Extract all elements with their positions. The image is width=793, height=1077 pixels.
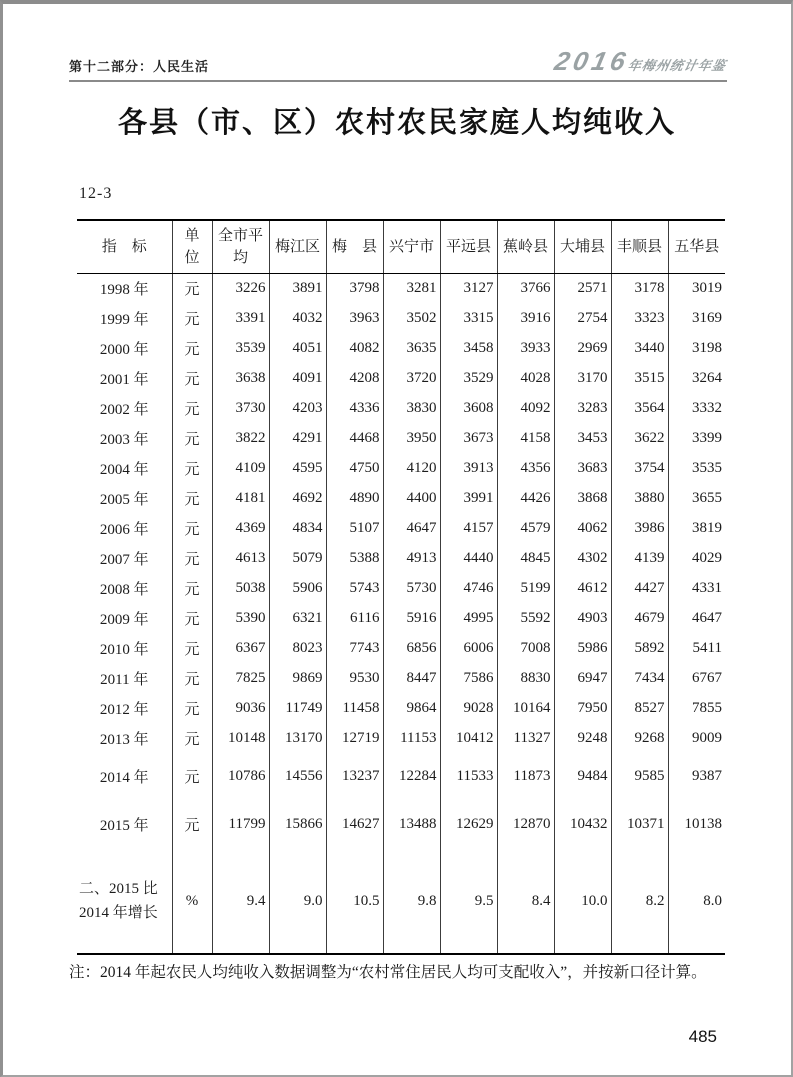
value-cell: 9530: [326, 664, 383, 694]
row-label: 2014 年: [99, 770, 149, 786]
value-cell: 3830: [383, 394, 440, 424]
income-table: [77, 219, 725, 955]
value-cell: 4400: [383, 484, 440, 514]
yearbook-brand-suffix: 年梅州统计年鉴: [626, 58, 728, 73]
table-row: [77, 364, 725, 394]
value-cell: 3986: [611, 514, 668, 544]
value-cell: 3226: [212, 274, 269, 304]
value-cell: 2754: [554, 304, 611, 334]
value-cell: 4302: [554, 544, 611, 574]
value-cell: 9268: [611, 724, 668, 754]
value-cell: 6006: [440, 634, 497, 664]
value-cell: 2969: [554, 334, 611, 364]
value-cell: 4612: [554, 574, 611, 604]
value-cell: 3440: [611, 334, 668, 364]
value-cell: 3991: [440, 484, 497, 514]
value-cell: 11799: [212, 800, 269, 850]
table-row: [77, 514, 725, 544]
value-cell: 9.8: [383, 850, 440, 954]
table-row: [77, 754, 725, 800]
value-cell: 9248: [554, 724, 611, 754]
unit-cell: 元: [172, 274, 212, 304]
value-cell: 4647: [383, 514, 440, 544]
value-cell: 10164: [497, 694, 554, 724]
value-cell: 4692: [269, 484, 326, 514]
value-cell: 4890: [326, 484, 383, 514]
row-label: 1999 年: [99, 312, 149, 328]
value-cell: 9869: [269, 664, 326, 694]
value-cell: 2571: [554, 274, 611, 304]
row-label: 2011 年: [100, 672, 149, 688]
column-header: 梅江区: [269, 220, 326, 274]
value-cell: 9484: [554, 754, 611, 800]
value-cell: 9864: [383, 694, 440, 724]
table-row: [77, 604, 725, 634]
value-cell: 4995: [440, 604, 497, 634]
column-header: 全市平均: [212, 220, 269, 274]
column-header: 兴宁市: [383, 220, 440, 274]
value-cell: 3683: [554, 454, 611, 484]
value-cell: 5107: [326, 514, 383, 544]
value-cell: 5199: [497, 574, 554, 604]
table-row: [77, 664, 725, 694]
value-cell: 3564: [611, 394, 668, 424]
value-cell: 10138: [668, 800, 725, 850]
value-cell: 15866: [269, 800, 326, 850]
unit-cell: 元: [172, 394, 212, 424]
value-cell: 3198: [668, 334, 725, 364]
table-row: [77, 304, 725, 334]
value-cell: 4158: [497, 424, 554, 454]
row-label: 2002 年: [99, 402, 149, 418]
value-cell: 11749: [269, 694, 326, 724]
value-cell: 11458: [326, 694, 383, 724]
value-cell: 4426: [497, 484, 554, 514]
table-row: [77, 724, 725, 754]
value-cell: 6116: [326, 604, 383, 634]
running-header: [69, 48, 727, 82]
value-cell: 3453: [554, 424, 611, 454]
value-cell: 11873: [497, 754, 554, 800]
value-cell: 8023: [269, 634, 326, 664]
value-cell: 8.4: [497, 850, 554, 954]
value-cell: 9387: [668, 754, 725, 800]
row-label: 2006 年: [99, 522, 149, 538]
value-cell: 3315: [440, 304, 497, 334]
value-cell: 4091: [269, 364, 326, 394]
row-label: 2013 年: [99, 732, 149, 748]
value-cell: 9585: [611, 754, 668, 800]
footnote: 注：2014 年起农民人均纯收入数据调整为“农村常住居民人均可支配收入”，并按新口径计算。: [69, 964, 707, 981]
table-row: [77, 334, 725, 364]
value-cell: 3178: [611, 274, 668, 304]
value-cell: 12719: [326, 724, 383, 754]
value-cell: 5388: [326, 544, 383, 574]
value-cell: 4336: [326, 394, 383, 424]
value-cell: 10432: [554, 800, 611, 850]
value-cell: 3502: [383, 304, 440, 334]
value-cell: 3281: [383, 274, 440, 304]
table-row: [77, 424, 725, 454]
value-cell: 13488: [383, 800, 440, 850]
value-cell: 5743: [326, 574, 383, 604]
value-cell: 3655: [668, 484, 725, 514]
value-cell: 3391: [212, 304, 269, 334]
value-cell: 4427: [611, 574, 668, 604]
value-cell: 7855: [668, 694, 725, 724]
value-cell: 7743: [326, 634, 383, 664]
row-label: 2005 年: [99, 492, 149, 508]
row-label: 2003 年: [99, 432, 149, 448]
value-cell: 7434: [611, 664, 668, 694]
row-label: 2012 年: [99, 702, 149, 718]
column-header: 指 标: [77, 220, 172, 274]
row-label: 2007 年: [99, 552, 149, 568]
value-cell: 10371: [611, 800, 668, 850]
value-cell: 4032: [269, 304, 326, 334]
value-cell: 6947: [554, 664, 611, 694]
row-label: 2010 年: [99, 642, 149, 658]
table-header-row: [77, 220, 725, 274]
value-cell: 12284: [383, 754, 440, 800]
value-cell: 4028: [497, 364, 554, 394]
row-label: 2015 年: [99, 818, 149, 834]
value-cell: 4029: [668, 544, 725, 574]
value-cell: 11533: [440, 754, 497, 800]
row-label: 2000 年: [99, 342, 149, 358]
table-number: 12-3: [79, 185, 113, 202]
yearbook-brand: [552, 48, 730, 75]
unit-cell: 元: [172, 694, 212, 724]
value-cell: 5892: [611, 634, 668, 664]
value-cell: 4613: [212, 544, 269, 574]
page-title: 各县（市、区）农村农民家庭人均纯收入: [117, 107, 676, 139]
value-cell: 12870: [497, 800, 554, 850]
column-header: 大埔县: [554, 220, 611, 274]
table-row: [77, 274, 725, 304]
value-cell: 3913: [440, 454, 497, 484]
value-cell: 3608: [440, 394, 497, 424]
value-cell: 4369: [212, 514, 269, 544]
value-cell: 3539: [212, 334, 269, 364]
unit-cell: 元: [172, 304, 212, 334]
value-cell: 7825: [212, 664, 269, 694]
value-cell: 3730: [212, 394, 269, 424]
value-cell: 5079: [269, 544, 326, 574]
value-cell: 4181: [212, 484, 269, 514]
value-cell: 11153: [383, 724, 440, 754]
value-cell: 4440: [440, 544, 497, 574]
value-cell: 4082: [326, 334, 383, 364]
value-cell: 9036: [212, 694, 269, 724]
value-cell: 3622: [611, 424, 668, 454]
value-cell: 10412: [440, 724, 497, 754]
unit-cell: 元: [172, 484, 212, 514]
value-cell: 13170: [269, 724, 326, 754]
row-label: 2001 年: [99, 372, 149, 388]
value-cell: 4903: [554, 604, 611, 634]
value-cell: 4579: [497, 514, 554, 544]
value-cell: 14556: [269, 754, 326, 800]
value-cell: 8447: [383, 664, 440, 694]
value-cell: 4203: [269, 394, 326, 424]
value-cell: 14627: [326, 800, 383, 850]
value-cell: 3323: [611, 304, 668, 334]
value-cell: 9028: [440, 694, 497, 724]
value-cell: 12629: [440, 800, 497, 850]
value-cell: 10.5: [326, 850, 383, 954]
page-number: 485: [688, 1027, 717, 1046]
value-cell: 4834: [269, 514, 326, 544]
value-cell: 10786: [212, 754, 269, 800]
value-cell: 3822: [212, 424, 269, 454]
value-cell: 5390: [212, 604, 269, 634]
value-cell: 9.5: [440, 850, 497, 954]
value-cell: 3283: [554, 394, 611, 424]
value-cell: 4913: [383, 544, 440, 574]
value-cell: 5916: [383, 604, 440, 634]
value-cell: 4746: [440, 574, 497, 604]
value-cell: 8830: [497, 664, 554, 694]
unit-cell: 元: [172, 424, 212, 454]
table-row: [77, 800, 725, 850]
unit-cell: 元: [172, 724, 212, 754]
unit-cell: 元: [172, 514, 212, 544]
value-cell: 3754: [611, 454, 668, 484]
unit-cell: 元: [172, 634, 212, 664]
column-header: 蕉岭县: [497, 220, 554, 274]
row-label: 二、2015 比 2014 年增长: [79, 881, 158, 921]
value-cell: 3169: [668, 304, 725, 334]
value-cell: 5411: [668, 634, 725, 664]
section-title: 第十二部分：人民生活: [69, 59, 210, 74]
unit-cell: 元: [172, 364, 212, 394]
value-cell: 3868: [554, 484, 611, 514]
value-cell: 3170: [554, 364, 611, 394]
table-row: [77, 484, 725, 514]
value-cell: 4120: [383, 454, 440, 484]
value-cell: 4208: [326, 364, 383, 394]
row-label: 2009 年: [99, 612, 149, 628]
value-cell: 6767: [668, 664, 725, 694]
table-row: [77, 394, 725, 424]
value-cell: 4750: [326, 454, 383, 484]
value-cell: 3880: [611, 484, 668, 514]
value-cell: 3673: [440, 424, 497, 454]
table-row: [77, 544, 725, 574]
unit-cell: 元: [172, 334, 212, 364]
value-cell: 3264: [668, 364, 725, 394]
value-cell: 3635: [383, 334, 440, 364]
value-cell: 3819: [668, 514, 725, 544]
value-cell: 3332: [668, 394, 725, 424]
unit-cell: 元: [172, 574, 212, 604]
column-header: 单位: [172, 220, 212, 274]
value-cell: 9009: [668, 724, 725, 754]
value-cell: 4109: [212, 454, 269, 484]
value-cell: 3399: [668, 424, 725, 454]
unit-cell: 元: [172, 544, 212, 574]
unit-cell: 元: [172, 800, 212, 850]
value-cell: 7008: [497, 634, 554, 664]
column-header: 梅 县: [326, 220, 383, 274]
value-cell: 4679: [611, 604, 668, 634]
table-row: [77, 694, 725, 724]
value-cell: 3127: [440, 274, 497, 304]
value-cell: 5730: [383, 574, 440, 604]
value-cell: 4291: [269, 424, 326, 454]
value-cell: 4051: [269, 334, 326, 364]
row-label: 2008 年: [99, 582, 149, 598]
unit-cell: 元: [172, 454, 212, 484]
value-cell: 3798: [326, 274, 383, 304]
value-cell: 4157: [440, 514, 497, 544]
value-cell: 7950: [554, 694, 611, 724]
value-cell: 3891: [269, 274, 326, 304]
column-header: 平远县: [440, 220, 497, 274]
unit-cell: 元: [172, 754, 212, 800]
value-cell: 10.0: [554, 850, 611, 954]
table-row: [77, 850, 725, 954]
value-cell: 9.0: [269, 850, 326, 954]
unit-cell: %: [172, 850, 212, 954]
value-cell: 3720: [383, 364, 440, 394]
value-cell: 5986: [554, 634, 611, 664]
value-cell: 4845: [497, 544, 554, 574]
value-cell: 3916: [497, 304, 554, 334]
value-cell: 6321: [269, 604, 326, 634]
value-cell: 3963: [326, 304, 383, 334]
table-row: [77, 454, 725, 484]
value-cell: 3766: [497, 274, 554, 304]
value-cell: 8.0: [668, 850, 725, 954]
value-cell: 4331: [668, 574, 725, 604]
value-cell: 3535: [668, 454, 725, 484]
value-cell: 10148: [212, 724, 269, 754]
value-cell: 3458: [440, 334, 497, 364]
value-cell: 4356: [497, 454, 554, 484]
table-row: [77, 634, 725, 664]
value-cell: 3950: [383, 424, 440, 454]
value-cell: 8527: [611, 694, 668, 724]
value-cell: 4595: [269, 454, 326, 484]
unit-cell: 元: [172, 664, 212, 694]
row-label: 2004 年: [99, 462, 149, 478]
value-cell: 6856: [383, 634, 440, 664]
value-cell: 8.2: [611, 850, 668, 954]
value-cell: 3515: [611, 364, 668, 394]
yearbook-brand-year: 2016: [552, 46, 633, 76]
value-cell: 4139: [611, 544, 668, 574]
value-cell: 3933: [497, 334, 554, 364]
value-cell: 4092: [497, 394, 554, 424]
value-cell: 4062: [554, 514, 611, 544]
value-cell: 4647: [668, 604, 725, 634]
value-cell: 9.4: [212, 850, 269, 954]
unit-cell: 元: [172, 604, 212, 634]
column-header: 五华县: [668, 220, 725, 274]
value-cell: 5592: [497, 604, 554, 634]
value-cell: 13237: [326, 754, 383, 800]
value-cell: 3638: [212, 364, 269, 394]
row-label: 1998 年: [99, 282, 149, 299]
value-cell: 7586: [440, 664, 497, 694]
value-cell: 11327: [497, 724, 554, 754]
value-cell: 3529: [440, 364, 497, 394]
value-cell: 5906: [269, 574, 326, 604]
column-header: 丰顺县: [611, 220, 668, 274]
value-cell: 6367: [212, 634, 269, 664]
value-cell: 5038: [212, 574, 269, 604]
table-row: [77, 574, 725, 604]
value-cell: 3019: [668, 274, 725, 304]
value-cell: 4468: [326, 424, 383, 454]
